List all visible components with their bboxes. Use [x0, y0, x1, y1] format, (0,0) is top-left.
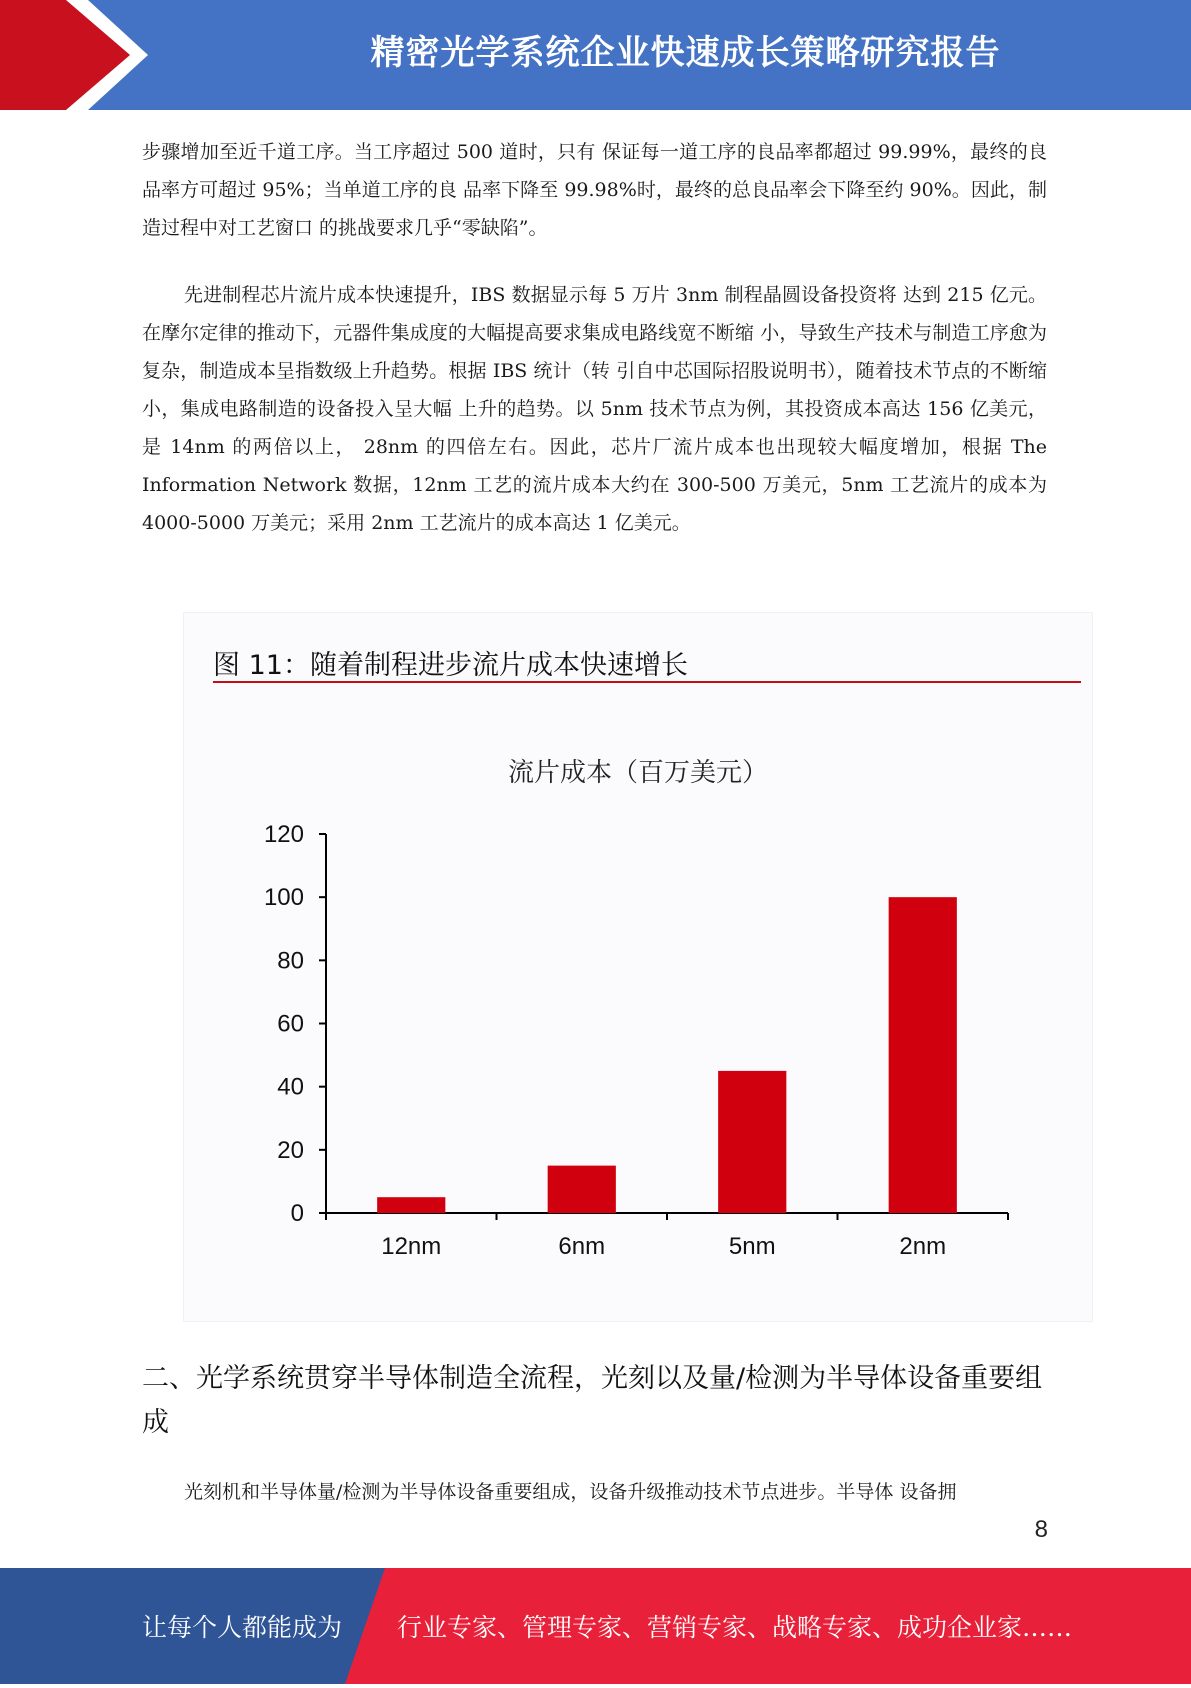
figure-title: 图 11：随着制程进步流片成本快速增长 [213, 650, 688, 681]
section-heading: 二、光学系统贯穿半导体制造全流程，光刻以及量/检测为半导体设备重要组成 [142, 1363, 1043, 1438]
bar-series [377, 897, 957, 1213]
y-tick-label: 120 [263, 821, 304, 848]
figure-11 [183, 612, 1093, 1322]
y-tick-label: 60 [277, 1010, 304, 1038]
page-header [0, 0, 1191, 110]
x-tick-label: 12nm [381, 1233, 442, 1260]
bar-2nm [889, 897, 957, 1213]
body-paragraph-2: 先进制程芯片流片成本快速提升，IBS 数据显示每 5 万片 3nm 制程晶圆设备投资将 达到 215 亿元。在摩尔定律的推动下，元器件集成度的大幅提高要求集成电路线宽不断缩 小，导致生产技术与制造工序愈为复杂，制造成本呈指数级上升趋势。根据 IBS 统计（转 引自中芯国际招股说明书），随着技术节点的不断缩小，集成电路制造的设备投入呈大幅 上升的趋势。以 5nm 技术节点为例，其投资成本高达 156 亿美元，是 14nm 的两倍以上， 28nm 的四倍左右。因此，芯片厂流片成本也出现较大幅度增加，根据 The Information Network 数据，12nm 工艺的流片成本大约在 300-500 万美元，5nm 工艺流片的成本为 4000-5000 万美元；采用 2nm 工艺流片的成本高达 1 亿美元。 [142, 284, 1047, 534]
y-tick-label: 20 [277, 1136, 304, 1164]
body-paragraph-3: 光刻机和半导体量/检测为半导体设备重要组成，设备升级推动技术节点进步。半导体 设备拥 [184, 1481, 957, 1503]
footer-slogan-right: 行业专家、管理专家、营销专家、战略专家、成功企业家…… [397, 1613, 1073, 1642]
x-axis [326, 1213, 1008, 1260]
body-paragraph-1: 步骤增加至近千道工序。当工序超过 500 道时，只有 保证每一道工序的良品率都超过 99.99%，最终的良品率方可超过 95%；当单道工序的良 品率下降至 99.98%时，最终的总良品率会下降至约 90%。因此，制造过程中对工艺窗口 的挑战要求几乎“零缺陷”。 [142, 141, 1047, 239]
bar-12nm [377, 1197, 445, 1213]
chart-title: 流片成本（百万美元） [507, 757, 769, 787]
x-tick-label: 6nm [558, 1233, 606, 1260]
y-tick-label: 80 [277, 947, 304, 975]
tapeout-cost-bar-chart [184, 613, 1092, 1321]
bar-6nm [548, 1166, 616, 1213]
x-tick-label: 5nm [728, 1233, 776, 1260]
page-number: 8 [1034, 1516, 1048, 1543]
header-arrow-decoration [0, 0, 160, 110]
bar-5nm [718, 1071, 786, 1213]
y-axis [264, 821, 326, 1227]
y-tick-label: 100 [263, 884, 304, 912]
footer-slogan-left: 让每个人都能成为 [142, 1613, 343, 1642]
y-tick-label: 40 [277, 1073, 304, 1101]
report-title: 精密光学系统企业快速成长策略研究报告 [370, 33, 1001, 73]
x-tick-label: 2nm [899, 1233, 947, 1260]
page-footer [0, 1568, 1191, 1684]
y-tick-label: 0 [290, 1200, 304, 1227]
